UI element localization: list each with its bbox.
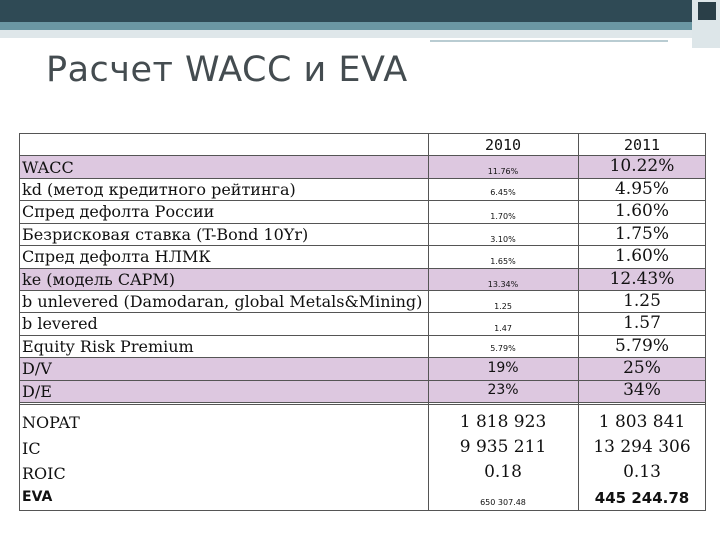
value-2011-kd: 4.95% (614, 179, 669, 199)
value-2010-spread-nlmk: 1.65% (490, 257, 516, 266)
row-label-ic: IC (22, 439, 41, 458)
row-label-nopat: NOPAT (22, 413, 80, 432)
value-2010-dv: 19% (487, 360, 519, 376)
page-title: Расчет WACC и EVA (46, 50, 408, 90)
row-label-de: D/E (22, 382, 52, 401)
row-label-b-levered: b levered (22, 314, 98, 333)
value-2011-b-levered: 1.57 (623, 313, 661, 333)
row-label-eva: EVA (22, 489, 53, 505)
value-2011-spread-nlmk: 1.60% (614, 246, 669, 266)
row-label-wacc: WACC (22, 158, 74, 177)
value-2010-eva: 650 307.48 (480, 498, 526, 507)
value-2011-wacc: 10.22% (609, 156, 675, 176)
value-2010-wacc: 11.76% (487, 167, 519, 176)
value-2010-b-unlevered: 1.25 (494, 302, 512, 311)
value-2010-ic: 9 935 211 (459, 437, 547, 457)
value-2010-erp: 5.79% (490, 344, 516, 353)
row-label-ke: ke (модель CAPM) (22, 270, 176, 289)
row-label-roic: ROIC (22, 464, 66, 483)
value-2011-spread-russia: 1.60% (614, 201, 669, 221)
corner-decoration-dark (698, 2, 716, 20)
value-2010-nopat: 1 818 923 (459, 412, 547, 432)
row-label-risk-free: Безрисковая ставка (T-Bond 10Yr) (22, 225, 309, 244)
value-2011-erp: 5.79% (614, 336, 669, 356)
value-2011-ic: 13 294 306 (593, 437, 691, 457)
section-separator (20, 402, 705, 405)
header-2010: 2010 (484, 136, 522, 154)
value-2010-ke: 13.34% (487, 280, 519, 289)
value-2010-risk-free: 3.10% (490, 235, 516, 244)
header-band-teal (0, 22, 720, 30)
value-2010-de: 23% (487, 382, 519, 398)
value-2011-eva: 445 244.78 (594, 489, 690, 507)
value-2010-b-levered: 1.47 (494, 324, 512, 333)
row-label-spread-russia: Спред дефолта России (22, 202, 215, 221)
row-label-dv: D/V (22, 359, 52, 378)
header-band-light (0, 30, 720, 38)
value-2011-dv: 25% (623, 358, 661, 378)
value-2011-roic: 0.13 (623, 462, 661, 482)
wacc-eva-table (19, 133, 706, 511)
value-2010-spread-russia: 1.70% (490, 212, 516, 221)
value-2010-kd: 6.45% (490, 188, 516, 197)
value-2010-roic: 0.18 (484, 462, 522, 482)
header-2011: 2011 (623, 136, 661, 154)
value-2011-nopat: 1 803 841 (598, 412, 686, 432)
header-band-dark (0, 0, 720, 22)
value-2011-risk-free: 1.75% (614, 224, 669, 244)
row-label-erp: Equity Risk Premium (22, 337, 194, 356)
row-label-b-unlevered: b unlevered (Damodaran, global Metals&Mining) (22, 292, 423, 311)
value-2011-b-unlevered: 1.25 (623, 291, 661, 311)
value-2011-ke: 12.43% (609, 269, 675, 289)
value-2011-de: 34% (623, 380, 661, 400)
row-label-kd: kd (метод кредитного рейтинга) (22, 180, 296, 199)
row-label-spread-nlmk: Спред дефолта НЛМК (22, 247, 211, 266)
header-accent-line (430, 40, 668, 42)
